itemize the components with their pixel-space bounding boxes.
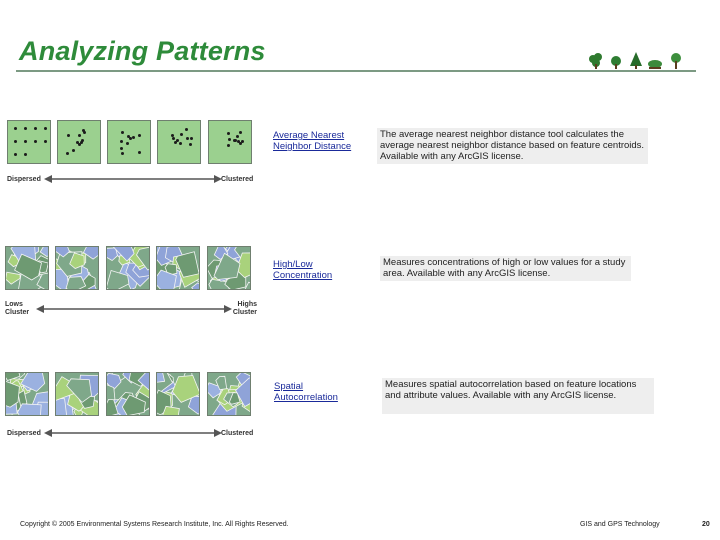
point-dot xyxy=(171,134,174,137)
point-dot xyxy=(24,127,27,130)
tree-decoration xyxy=(588,50,688,70)
axis-right-label: Clustered xyxy=(221,176,254,183)
point-dot xyxy=(180,133,183,136)
point-dot xyxy=(132,136,135,139)
point-pattern-thumbnail xyxy=(208,120,252,164)
axis-right-label: Clustered xyxy=(221,430,254,437)
point-dot xyxy=(126,142,129,145)
parcel-map-thumbnail xyxy=(5,246,49,290)
point-pattern-thumbnail xyxy=(7,120,51,164)
point-dot xyxy=(44,140,47,143)
point-dot xyxy=(121,131,124,134)
point-dot xyxy=(78,134,81,137)
point-dot xyxy=(72,149,75,152)
point-dot xyxy=(14,153,17,156)
point-dot xyxy=(129,137,132,140)
point-dot xyxy=(239,131,242,134)
parcel-map-thumbnail xyxy=(207,372,251,416)
parcel-map-thumbnail xyxy=(106,372,150,416)
axis-right-label: Highs Cluster xyxy=(232,301,257,316)
parcel-map-thumbnail xyxy=(156,246,200,290)
point-dot xyxy=(179,142,182,145)
footer-course: GIS and GPS Technology xyxy=(580,521,660,528)
point-dot xyxy=(120,147,123,150)
point-dot xyxy=(174,141,177,144)
point-dot xyxy=(138,151,141,154)
point-dot xyxy=(172,137,175,140)
point-dot xyxy=(138,134,141,137)
axis-left-label: Dispersed xyxy=(7,430,41,437)
slide-title: Analyzing Patterns xyxy=(19,36,266,66)
point-dot xyxy=(67,134,70,137)
tree-cluster-icon xyxy=(589,53,602,69)
point-dot xyxy=(24,140,27,143)
title-divider xyxy=(16,70,696,72)
axis-left-label: Dispersed xyxy=(7,176,41,183)
point-dot xyxy=(120,140,123,143)
point-dot xyxy=(83,131,86,134)
point-dot xyxy=(14,127,17,130)
bush-icon xyxy=(648,60,662,69)
tool-description: Measures spatial autocorrelation based on feature locations and attribute values. Available with any ArcGIS license. xyxy=(382,378,654,414)
pattern-arrow xyxy=(36,304,232,314)
point-dot xyxy=(233,139,236,142)
point-dot xyxy=(228,138,231,141)
tool-description: Measures concentrations of high or low values for a study area. Available with any ArcGIS license. xyxy=(380,256,631,281)
small-tree-icon xyxy=(671,53,681,69)
point-dot xyxy=(236,135,239,138)
point-pattern-thumbnail xyxy=(107,120,151,164)
tool-description: The average nearest neighbor distance tool calculates the average nearest neighbor distance based on feature centroids. Available with any ArcGIS license. xyxy=(377,128,648,164)
axis-left-label: Lows Cluster xyxy=(5,301,30,316)
parcel-map-thumbnail xyxy=(55,246,99,290)
page-number: 20 xyxy=(702,521,710,528)
parcel-map-thumbnail xyxy=(156,372,200,416)
tool-link-average-nearest-neighbor[interactable]: Average Nearest Neighbor Distance xyxy=(273,130,352,152)
point-pattern-thumbnail xyxy=(57,120,101,164)
tool-link-spatial-autocorrelation[interactable]: Spatial Autocorrelation xyxy=(274,381,338,403)
point-dot xyxy=(44,127,47,130)
point-dot xyxy=(227,144,230,147)
tool-link-high-low-concentration[interactable]: High/Low Concentration xyxy=(273,259,333,281)
point-dot xyxy=(189,143,192,146)
parcel-map-thumbnail xyxy=(106,246,150,290)
point-dot xyxy=(227,132,230,135)
point-dot xyxy=(66,152,69,155)
point-dot xyxy=(185,128,188,131)
point-dot xyxy=(186,137,189,140)
point-dot xyxy=(239,142,242,145)
parcel-map-thumbnail xyxy=(5,372,49,416)
point-dot xyxy=(34,127,37,130)
pattern-arrow xyxy=(44,174,222,184)
parcel-map-thumbnail xyxy=(55,372,99,416)
point-dot xyxy=(34,140,37,143)
pattern-arrow xyxy=(44,428,222,438)
point-dot xyxy=(24,153,27,156)
tree-icon xyxy=(611,56,621,69)
point-dot xyxy=(121,152,124,155)
point-pattern-thumbnail xyxy=(157,120,201,164)
point-dot xyxy=(14,140,17,143)
pine-tree-icon xyxy=(630,52,642,69)
parcel-map-thumbnail xyxy=(207,246,251,290)
point-dot xyxy=(190,137,193,140)
footer-copyright: Copyright © 2005 Environmental Systems Research Institute, Inc. All Rights Reserved. xyxy=(20,521,289,528)
point-dot xyxy=(80,141,83,144)
